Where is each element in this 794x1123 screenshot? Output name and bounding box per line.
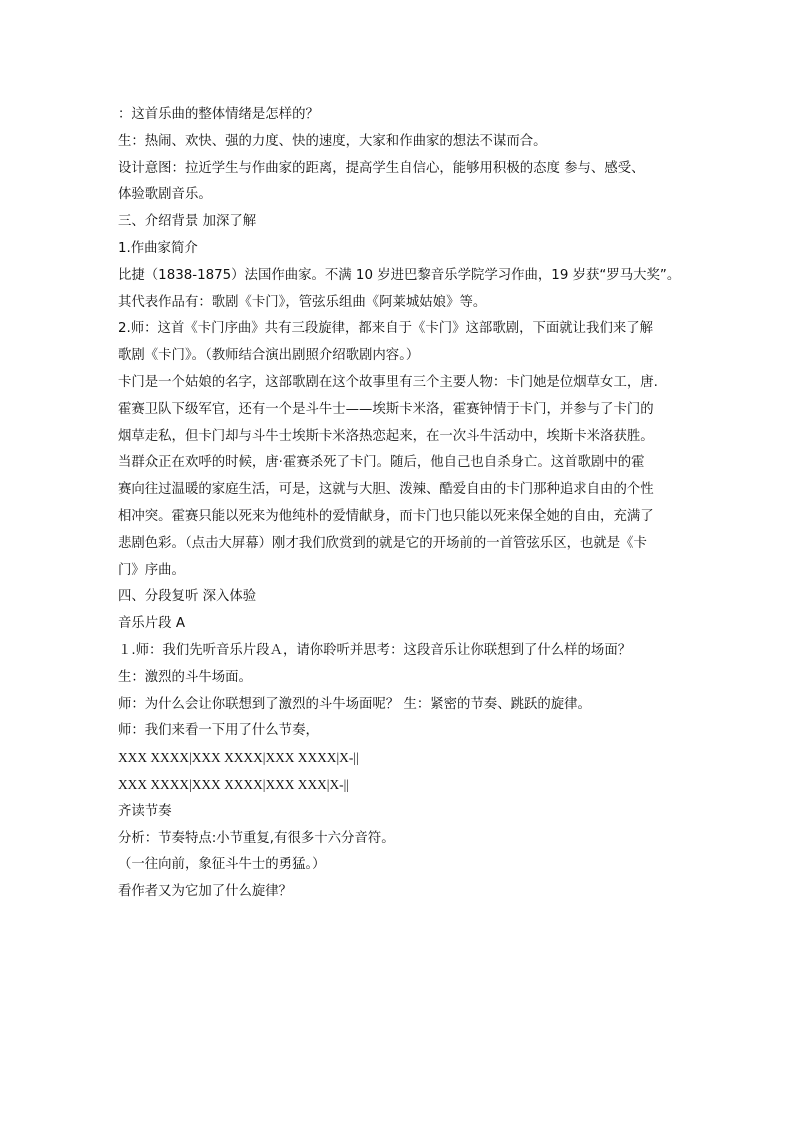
- subsection-heading: 音乐片段 A: [118, 616, 185, 632]
- text-line: 霍赛卫队下级军官，还有一个是斗牛士——埃斯卡米洛，霍赛钟情于卡门，并参与了卡门的: [118, 401, 654, 417]
- text-line: 相冲突。霍赛只能以死来为他纯朴的爱情献身，而卡门也只能以死来保全她的自由，充满了: [118, 508, 654, 524]
- text-line: 门》序曲。: [118, 562, 185, 578]
- text-line: 师：我们来看一下用了什么节奏，: [118, 723, 319, 739]
- text-line: 生：激烈的斗牛场面。: [118, 669, 252, 685]
- text-line: 卡门是一个姑娘的名字，这部歌剧在这个故事里有三个主要人物：卡门她是位烟草女工，唐.: [118, 374, 658, 390]
- text-line: 歌剧《卡门》。（教师结合演出剧照介绍歌剧内容。）: [118, 348, 420, 364]
- document-body: [118, 102, 684, 906]
- text-line: 师：为什么会让你联想到了激烈的斗牛场面呢？ 生：紧密的节奏、跳跃的旋律。: [118, 696, 591, 712]
- text-line: 设计意图：拉近学生与作曲家的距离，提高学生自信心，能够用积极的态度 参与、感受、: [118, 160, 645, 176]
- text-line: 当群众正在欢呼的时候，唐·霍赛杀死了卡门。随后，他自己也自杀身亡。这首歌剧中的霍: [118, 455, 645, 471]
- text-line: 生：热闹、欢快、强的力度、快的速度，大家和作曲家的想法不谋而合。: [118, 133, 547, 149]
- rhythm-notation-line: XXX XXXX|XXX XXXX|XXX XXX|X-||: [118, 776, 349, 792]
- text-line: １.师：我们先听音乐片段Ａ，请你聆听并思考：这段音乐让你联想到了什么样的场面？: [118, 642, 632, 658]
- text-line: 悲剧色彩。（点击大屏幕）刚才我们欣赏到的就是它的开场前的一首管弦乐区，也就是《卡: [118, 535, 647, 551]
- subsection-heading: 1.作曲家简介: [118, 240, 198, 256]
- text-line: 2.师：这首《卡门序曲》共有三段旋律，都来自于《卡门》这部歌剧，下面就让我们来了解: [118, 321, 654, 337]
- section-heading: 四、分段复听 深入体验: [118, 589, 257, 605]
- text-line: 体验歌剧音乐。: [118, 187, 212, 203]
- text-line: 齐读节奏: [118, 803, 172, 819]
- rhythm-notation-line: XXX XXXX|XXX XXXX|XXX XXXX|X-||: [118, 750, 359, 766]
- text-line: 比捷（1838-1875）法国作曲家。不满 10 岁进巴黎音乐学院学习作曲，19 岁获“罗马大奖”。: [118, 267, 681, 283]
- text-line: 看作者又为它加了什么旋律？: [118, 884, 293, 900]
- text-line: 分析：节奏特点:小节重复,有很多十六分音符。: [118, 830, 395, 846]
- text-line: ：这首乐曲的整体情绪是怎样的？: [118, 107, 319, 122]
- section-heading: 三、介绍背景 加深了解: [118, 214, 257, 230]
- text-line: （一往向前，象征斗牛士的勇猛。）: [118, 857, 326, 873]
- text-line: 赛向往过温暖的家庭生活，可是，这就与大胆、泼辣、酷爱自由的卡门那种追求自由的个性: [118, 482, 654, 498]
- text-line: 其代表作品有：歌剧《卡门》，管弦乐组曲《阿莱城姑娘》等。: [118, 294, 487, 310]
- text-line: 烟草走私，但卡门却与斗牛士埃斯卡米洛热恋起来，在一次斗牛活动中，埃斯卡米洛获胜。: [118, 428, 654, 444]
